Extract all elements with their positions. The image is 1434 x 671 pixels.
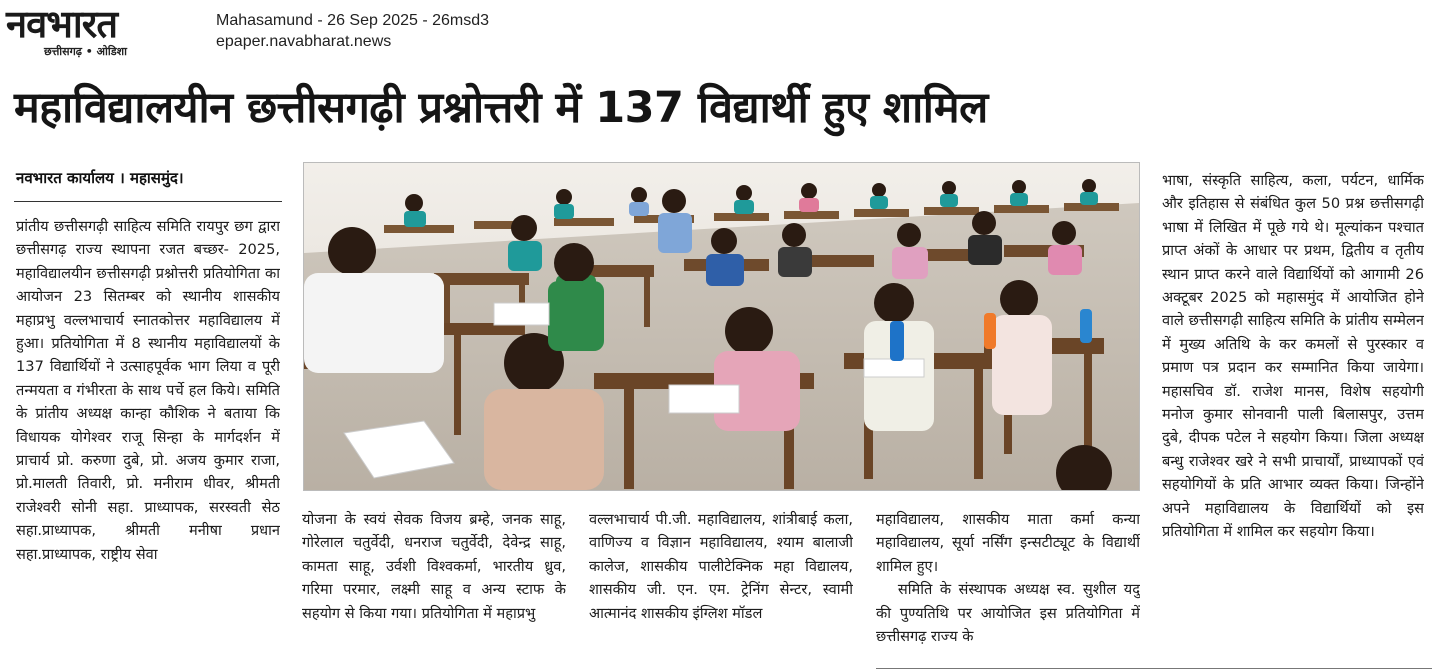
byline-divider bbox=[14, 201, 282, 202]
article-photo bbox=[303, 162, 1140, 491]
article-byline: नवभारत कार्यालय । महासमुंद। bbox=[16, 169, 184, 187]
article-column-2: योजना के स्वयं सेवक विजय ब्रम्हे, जनक साहू, गोरेलाल चतुर्वेदी, धनराज चतुर्वेदी, देवेन्द्र साहू, कामता साहू, उर्वशी विश्वकर्मा, भारतीय ध्रुव, गरिमा परमार, लक्ष्मी साहू व अन्य स्टाफ के सहयोग से किया गया। प्रतियोगिता में महाप्रभु bbox=[302, 511, 566, 622]
article-column-4 bbox=[876, 508, 1140, 658]
article-headline: महाविद्यालयीन छत्तीसगढ़ी प्रश्नोत्तरी में 137 विद्यार्थी हुए शामिल bbox=[14, 83, 988, 133]
article-column-5: भाषा, संस्कृति साहित्य, कला, पर्यटन, धार्मिक और इतिहास से संबंधित कुल 50 प्रश्न छत्तीसगढ़ी भाषा में लिखित में पूछे गये थे। मूल्यांकन पश्चात प्राप्त अंकों के आधार पर प्रथम, द्वितीय व तृतीय स्थान प्राप्त करने वाले विद्यार्थियों को आगामी 26 अक्टूबर 2025 को महासमुंद में आयोजित होने वाले छत्तीसगढ़ी साहित्य समिति के प्रांतीय सम्मेलन में मुख्य अतिथि के कर कमलों से पुरस्कार व प्रमाण पत्र प्रदान कर सम्मानित किया जायेगा। महासचिव डॉ. राजेश मानस, विशेष सहयोगी मनोज कुमार सोनवानी पाली बिलासपुर, उत्तम दुबे, दीपक पटेल ने सहयोग किया। जिला अध्यक्ष बन्धु राजेश्वर खरे ने सभी प्राचार्यों, प्राध्यापकों एवं सहयोगियों के प्रति आभार व्यक्त किया। जिन्होंने अपने महाविद्यालय के विद्यार्थियों को इस प्रतियोगिता में शामिल कर सहयोग किया। bbox=[1162, 172, 1424, 541]
article-column-4-para-2: समिति के संस्थापक अध्यक्ष स्व. सुशील यदु की पुण्यतिथि पर आयोजित इस प्रतियोगिता में छत्तीसगढ़ राज्य के bbox=[876, 581, 1140, 646]
bottom-divider bbox=[876, 668, 1432, 669]
masthead bbox=[0, 0, 1434, 62]
article-column-3: वल्लभाचार्य पी.जी. महाविद्यालय, शांत्रीबाई कला, वाणिज्य व विज्ञान महाविद्यालय, श्याम बालाजी कालेज, शासकीय पालीटेक्निक महा विद्यालय, शासकीय जी. एन. एम. ट्रेनिंग सेन्टर, स्वामी आत्मानंद शासकीय इंग्लिश मॉडल bbox=[589, 511, 853, 622]
edition-url[interactable]: epaper.navabharat.news bbox=[216, 33, 392, 50]
edition-date: Mahasamund - 26 Sep 2025 - 26msd3 bbox=[216, 12, 490, 29]
exam-hall-photo-image bbox=[304, 163, 1139, 490]
logo-subtitle: छत्तीसगढ़ • ओडिशा bbox=[44, 45, 127, 58]
article-column-4-para-1: महाविद्यालय, शासकीय माता कर्मा कन्या महाविद्यालय, सूर्या नर्सिंग इन्सटीट्यूट के विद्यार्थी शामिल हुए। bbox=[876, 511, 1140, 575]
logo-title: नवभारत bbox=[6, 2, 117, 46]
newspaper-logo[interactable] bbox=[6, 4, 196, 60]
article-column-1: प्रांतीय छत्तीसगढ़ी साहित्य समिति रायपुर छग द्वारा छत्तीसगढ़ राज्य स्थापना रजत बच्छर- 2025, महाविद्यालयीन छत्तीसगढ़ी प्रश्नोत्तरी प्रतियोगिता का आयोजन 23 सितम्बर को स्थानीय शासकीय महाप्रभु वल्लभाचार्य स्नातकोत्तर महाविद्यालय में हुआ। प्रतियोगिता में 8 स्थानीय महाविद्यालयों के 137 विद्यार्थियों ने उत्साहपूर्वक भाग लिया व पूरी तन्मयता व गंभीरता के साथ पर्चे हल किये। समिति के प्रांतीय अध्यक्ष कान्हा कौशिक ने बताया कि विधायक योगेश्वर राजू सिन्हा के मार्गदर्शन में प्राचार्य प्रो. करुणा दुबे, प्रो. अजय कुमार राजा, प्रो.मालती तिवारी, प्रो. मनीराम धीवर, श्रीमती राजेश्वरी सोनी सहा. प्राध्यापक, सरस्वती सेठ सहा.प्राध्यापक, श्रीमती मनीषा प्रधान सहा.प्राध्यापक, राष्ट्रीय सेवा bbox=[16, 218, 280, 563]
edition-info bbox=[216, 10, 489, 52]
